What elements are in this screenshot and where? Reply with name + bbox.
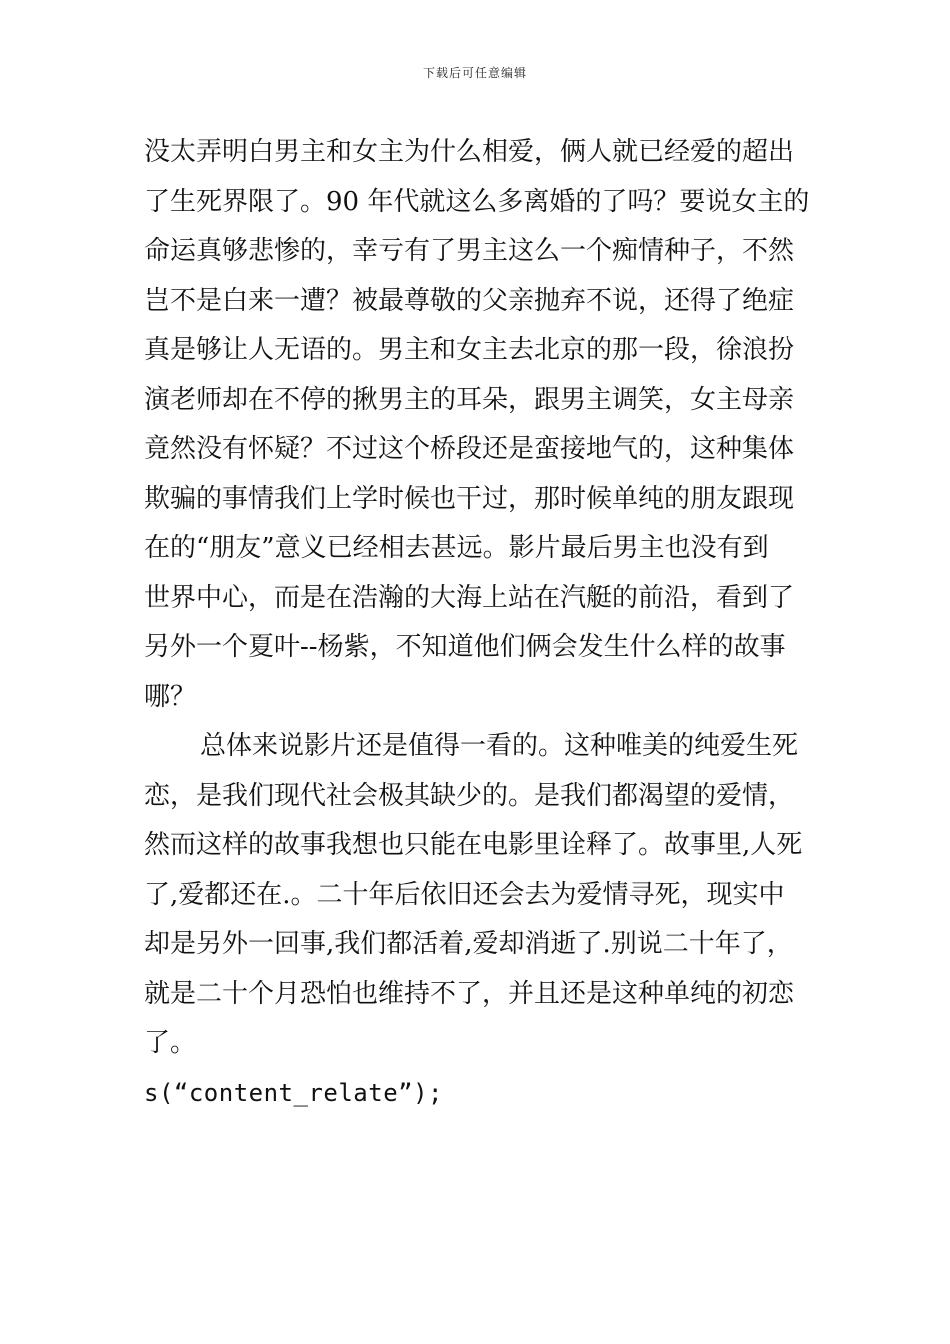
text-line: 却是另外一回事,我们都活着,爱却消逝了.别说二十年了，	[144, 929, 793, 959]
text-line: 真是够让人无语的。男主和女主去北京的那一段，徐浪扮	[144, 335, 795, 365]
text-line: 恋，是我们现代社会极其缺少的。是我们都渴望的爱情，	[144, 780, 795, 811]
text-line: 了生死界限了。90 年代就这么多离婚的了吗？要说女主的	[144, 186, 810, 217]
text-line: 在的“朋友”意义已经相去甚远。影片最后男主也没有到	[144, 533, 769, 563]
text-line: 命运真够悲惨的，幸亏有了男主这么一个痴情种子，不然	[144, 236, 795, 266]
paragraph-2	[144, 722, 812, 1069]
text-line: 欺骗的事情我们上学时候也干过，那时候单纯的朋友跟现	[144, 483, 795, 514]
paragraph-1	[144, 128, 812, 722]
text-line: 总体来说影片还是值得一看的。这种唯美的纯爱生死	[200, 731, 799, 761]
text-line: 岂不是白来一遭？被最尊敬的父亲抛弃不说，还得了绝症	[144, 285, 795, 316]
text-line: 然而这样的故事我想也只能在电影里诠释了。故事里,人死	[144, 830, 803, 860]
document-body	[144, 128, 812, 1118]
text-line: 世界中心，而是在浩瀚的大海上站在汽艇的前沿，看到了	[144, 582, 795, 613]
text-line: 演老师却在不停的揪男主的耳朵，跟男主调笑，女主母亲	[144, 384, 795, 415]
text-line: 了,爱都还在.。二十年后依旧还会去为爱情寻死，现实中	[144, 879, 785, 910]
page-header: 下载后可任意编辑	[422, 66, 527, 80]
text-line: 就是二十个月恐怕也维持不了，并且还是这种单纯的初恋	[144, 978, 795, 1009]
text-line: 哪？	[144, 681, 197, 712]
text-line: 竟然没有怀疑？不过这个桥段还是蛮接地气的，这种集体	[144, 434, 795, 464]
text-line: 没太弄明白男主和女主为什么相爱，俩人就已经爱的超出	[144, 137, 795, 167]
text-line: 另外一个夏叶--杨紫，不知道他们俩会发生什么样的故事	[144, 632, 786, 662]
code-snippet: s(“content_relate”);	[144, 1078, 443, 1107]
text-line: 了。	[144, 1028, 197, 1058]
